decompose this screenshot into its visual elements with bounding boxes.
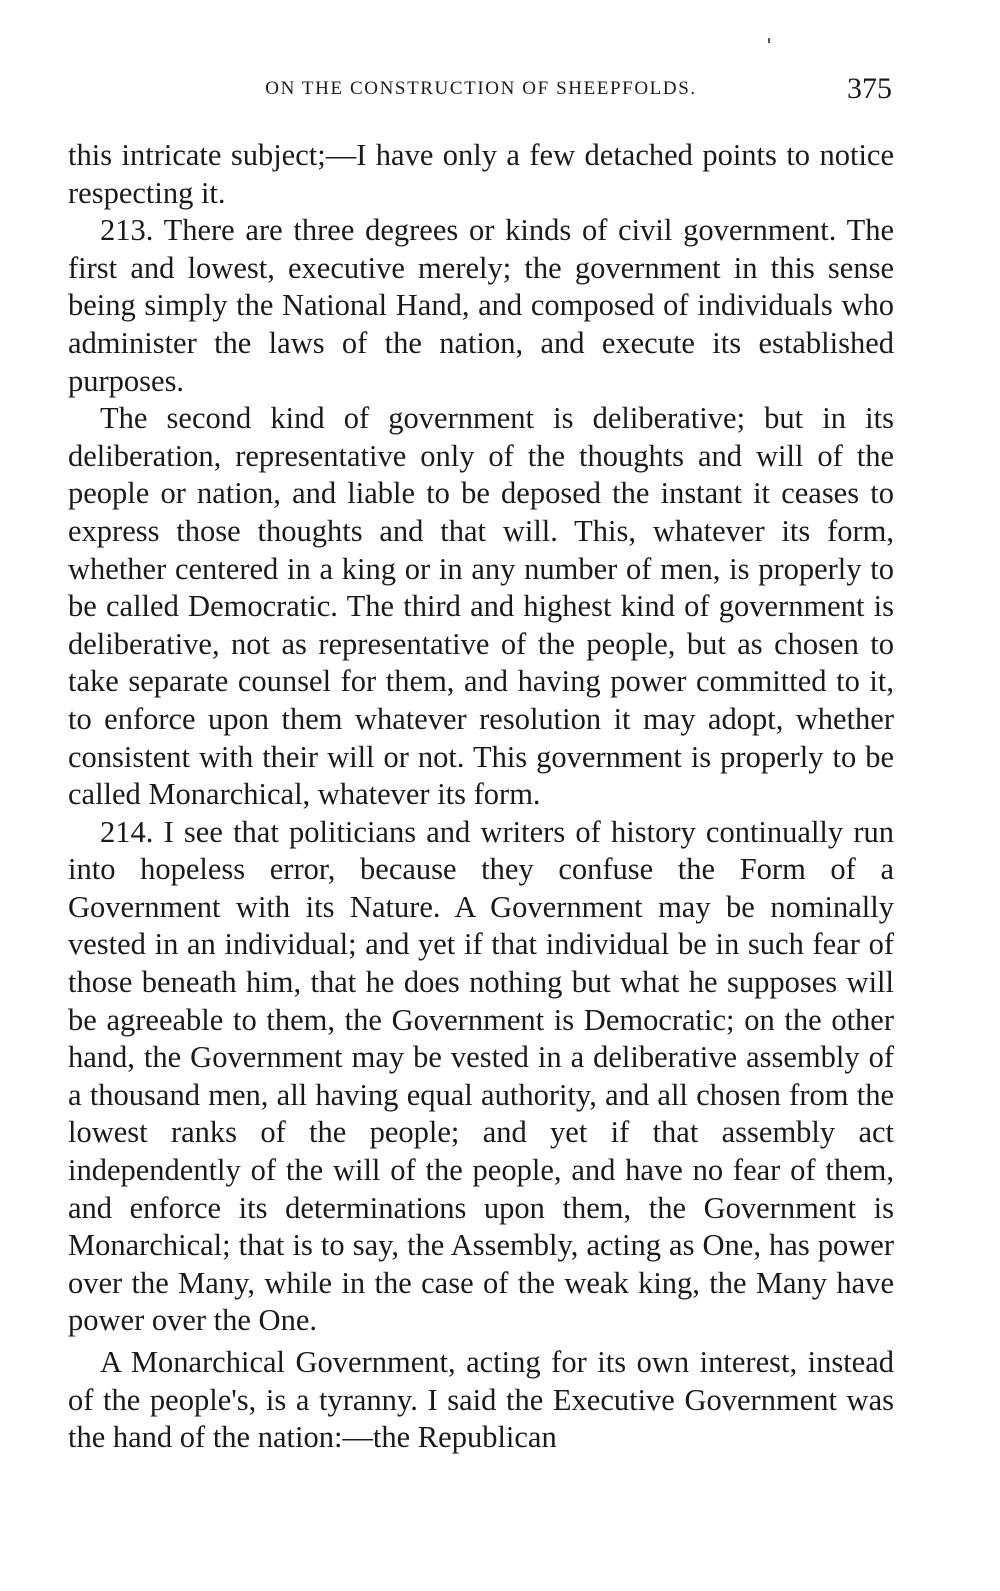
body-text <box>68 137 894 1457</box>
stray-ink-mark <box>768 38 770 43</box>
paragraph-continuation: this intricate subject;—I have only a few detached points to notice respecting it. <box>68 138 894 210</box>
running-head <box>68 72 894 108</box>
paragraph-213-second-kind: The second kind of government is deliberative; but in its deliberation, representative only of the thoughts and will of the people or nation, and liable to be deposed the instant it ceases to express those thoughts and that will. This, whatever its form, whether centered in a king or in any number of men, is properly to be called Democratic. The third and highest kind of government is deliberative, not as representative of the people, but as chosen to take separate counsel for them, and having power committed to it, to enforce upon them whatever resolution it may adopt, whether consistent with their will or not. This government is properly to be called Monarchical, whatever its form. <box>68 401 894 812</box>
running-title: ON THE CONSTRUCTION OF SHEEPFOLDS. <box>265 78 697 99</box>
page-number: 375 <box>847 72 892 105</box>
paragraph-214: 214. I see that politicians and writers of history continually run into hopeless error, because they confuse the Form of a Government with its Nature. A Government may be nominally vested in an individual; and yet if that individual be in such fear of those beneath him, that he does nothing but what he supposes will be agreeable to them, the Government is Democratic; on the other hand, the Government may be vested in a deliberative assembly of a thousand men, all having equal authority, and all chosen from the lowest ranks of the people; and yet if that assembly act independently of the will of the people, and have no fear of them, and enforce its determinations upon them, the Government is Monarchical; that is to say, the Assembly, acting as One, has power over the Many, while in the case of the weak king, the Many have power over the One. <box>68 814 894 1338</box>
paragraph-213: 213. There are three degrees or kinds of civil government. The first and lowest, executive merely; the government in this sense being simply the National Hand, and composed of individuals who administer the laws of the nation, and execute its established purposes. <box>68 213 894 398</box>
paragraph-monarchical-tyranny: A Monarchical Government, acting for its own interest, instead of the people's, is a tyranny. I said the Executive Government was the hand of the nation:—the Republican <box>68 1345 894 1455</box>
